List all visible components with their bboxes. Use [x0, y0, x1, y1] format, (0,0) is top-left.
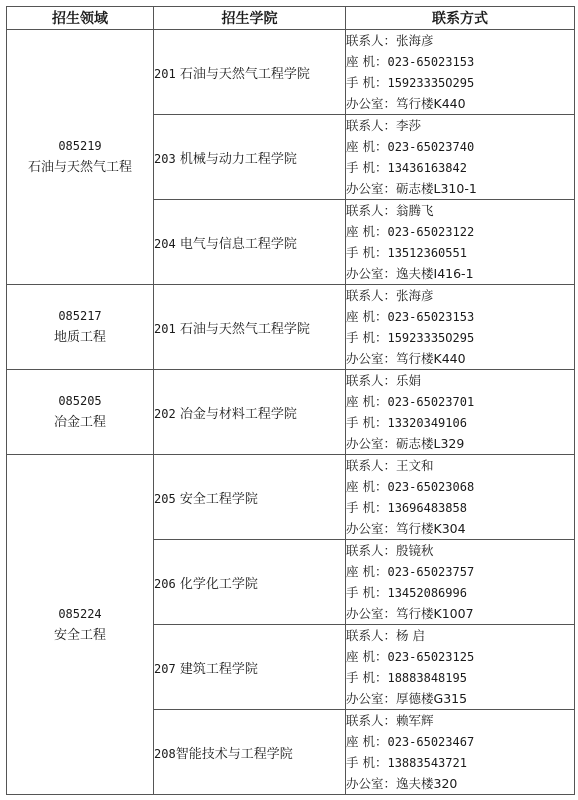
school-name: 机械与动力工程学院	[179, 151, 297, 167]
contact-phone: 座 机：023-65023153	[346, 309, 475, 324]
contact-person: 联系人：赖军辉	[346, 713, 434, 728]
contact-mobile: 手 机：13320349106	[346, 415, 467, 430]
school-name: 安全工程学院	[179, 491, 258, 507]
school-code: 206	[154, 576, 176, 591]
contact-mobile: 手 机：18883848195	[346, 670, 467, 685]
field-cell	[7, 285, 154, 370]
school-code: 205	[154, 491, 176, 506]
school-name: 建筑工程学院	[179, 661, 258, 677]
contact-office: 办公室：笃行楼K440	[346, 351, 466, 366]
contact-mobile: 手 机：15923335O295	[346, 330, 475, 345]
field-cell	[7, 30, 154, 285]
header-contact: 联系方式	[346, 7, 575, 30]
contact-person: 联系人：乐娟	[346, 373, 422, 388]
school-cell	[154, 710, 346, 795]
contact-phone: 座 机：023-65023757	[346, 564, 475, 579]
contact-person: 联系人：殷镜秋	[346, 543, 434, 558]
school-cell	[154, 30, 346, 115]
school-cell	[154, 370, 346, 455]
school-cell	[154, 285, 346, 370]
contact-office: 办公室：砺志楼L329	[346, 436, 465, 451]
school-cell	[154, 625, 346, 710]
header-school: 招生学院	[154, 7, 346, 30]
contact-cell	[346, 370, 575, 455]
school-code: 203	[154, 151, 176, 166]
school-name: 化学化工学院	[179, 576, 258, 592]
contact-office: 办公室：笃行楼K440	[346, 96, 466, 111]
contact-office: 办公室：笃行楼K304	[346, 521, 466, 536]
contact-phone: 座 机：023-65023122	[346, 224, 475, 239]
contact-cell	[346, 710, 575, 795]
contact-person: 联系人：张海彦	[346, 33, 434, 48]
contact-phone: 座 机：023-65023125	[346, 649, 475, 664]
school-code: 208	[154, 746, 176, 761]
contact-mobile: 手 机：13696483858	[346, 500, 467, 515]
table-row	[7, 455, 575, 540]
school-code: 201	[154, 66, 176, 81]
contact-cell	[346, 285, 575, 370]
table-row	[7, 285, 575, 370]
contact-office: 办公室：砺志楼L310-1	[346, 181, 477, 196]
field-code: 085205	[58, 394, 102, 408]
school-code: 207	[154, 661, 176, 676]
contact-cell	[346, 540, 575, 625]
field-name: 地质工程	[53, 330, 106, 345]
contact-office: 办公室：笃行楼K1007	[346, 606, 474, 621]
contact-mobile: 手 机：13883543721	[346, 755, 467, 770]
school-name: 冶金与材料工程学院	[179, 406, 297, 422]
field-code: 085219	[58, 139, 102, 153]
contact-mobile: 手 机：15923335O295	[346, 75, 475, 90]
contact-cell	[346, 115, 575, 200]
school-name: 智能技术与工程学院	[175, 746, 293, 762]
table-row	[7, 30, 575, 115]
contact-cell	[346, 30, 575, 115]
school-code: 201	[154, 321, 176, 336]
contact-mobile: 手 机：13436163842	[346, 160, 467, 175]
contact-phone: 座 机：023-65023153	[346, 54, 475, 69]
school-code: 202	[154, 406, 176, 421]
admissions-contact-table	[6, 6, 575, 795]
header-row	[7, 7, 575, 30]
school-name: 石油与天然气工程学院	[179, 321, 310, 337]
header-field: 招生领域	[7, 7, 154, 30]
contact-phone: 座 机：023-65023701	[346, 394, 475, 409]
school-cell	[154, 115, 346, 200]
contact-person: 联系人：李莎	[346, 118, 422, 133]
contact-person: 联系人：张海彦	[346, 288, 434, 303]
contact-person: 联系人：杨 启	[346, 628, 425, 643]
field-name: 安全工程	[53, 627, 106, 643]
field-code: 085217	[58, 309, 102, 323]
contact-mobile: 手 机：13512360551	[346, 245, 467, 260]
table-row	[7, 370, 575, 455]
contact-cell	[346, 455, 575, 540]
contact-cell	[346, 200, 575, 285]
school-cell	[154, 540, 346, 625]
field-cell	[7, 455, 154, 795]
contact-mobile: 手 机：13452086996	[346, 585, 467, 600]
contact-person: 联系人：王文和	[346, 458, 434, 473]
contact-office: 办公室：厚德楼G315	[346, 691, 468, 706]
school-name: 石油与天然气工程学院	[179, 66, 310, 82]
school-name: 电气与信息工程学院	[179, 236, 297, 252]
contact-phone: 座 机：023-65023068	[346, 479, 475, 494]
school-code: 204	[154, 236, 176, 251]
contact-phone: 座 机：023-65023467	[346, 734, 475, 749]
contact-office: 办公室：逸夫楼320	[346, 776, 458, 791]
contact-office: 办公室：逸夫楼I416-1	[346, 266, 474, 281]
school-cell	[154, 455, 346, 540]
field-cell	[7, 370, 154, 455]
contact-person: 联系人：翁腾飞	[346, 203, 434, 218]
school-cell	[154, 200, 346, 285]
contact-phone: 座 机：023-65023740	[346, 139, 475, 154]
field-code: 085224	[58, 606, 102, 621]
field-name: 石油与天然气工程	[27, 160, 132, 175]
field-name: 冶金工程	[53, 415, 106, 430]
contact-cell	[346, 625, 575, 710]
